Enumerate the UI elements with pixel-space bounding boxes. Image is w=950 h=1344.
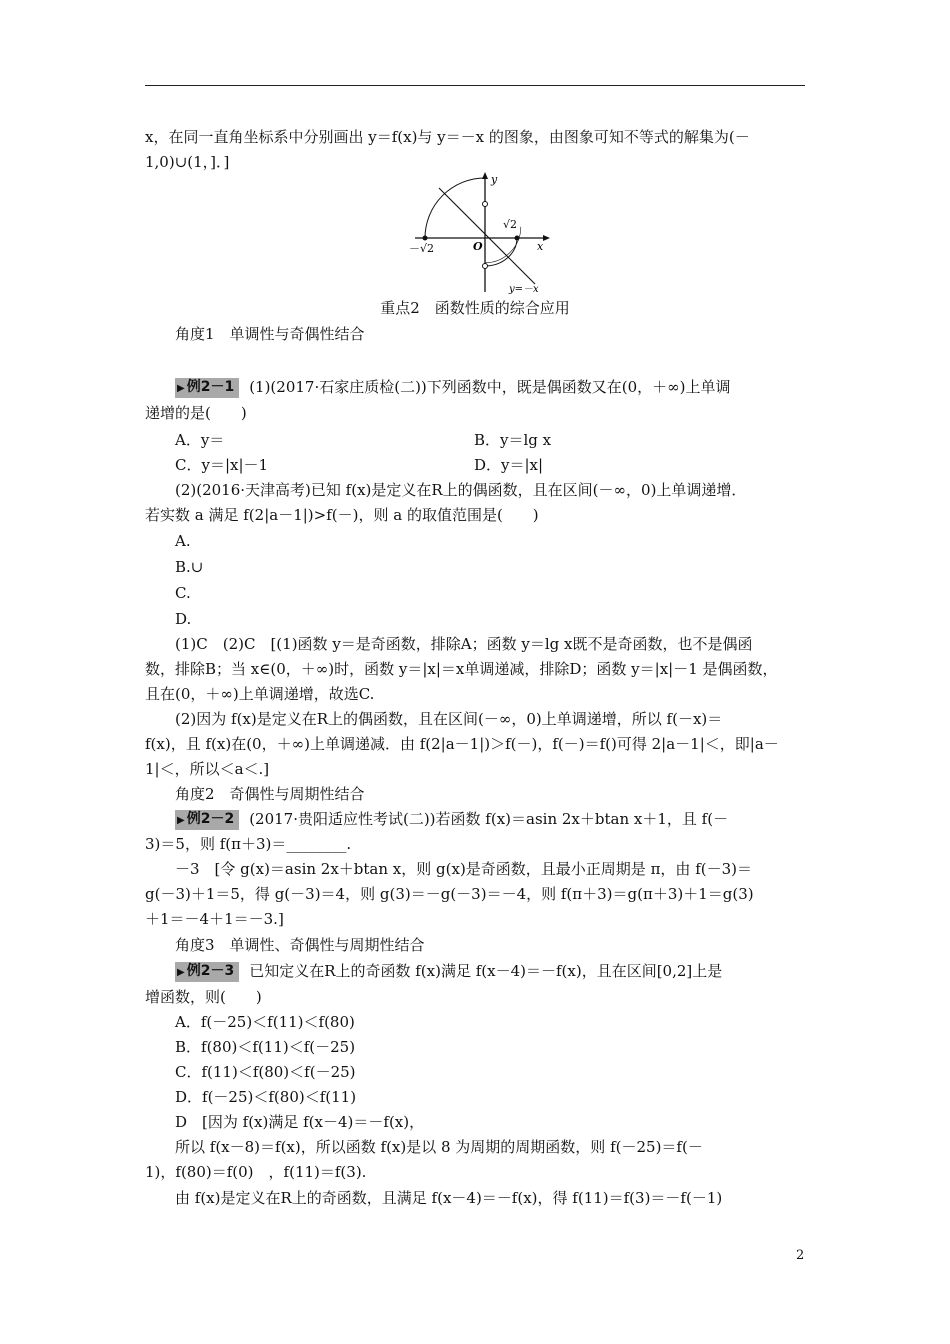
- angle-heading: 角度2 奇偶性与周期性结合: [175, 785, 365, 803]
- origin-label: O: [473, 240, 483, 253]
- page-number: 2: [796, 1248, 805, 1263]
- answer-line: 1|＜，所以＜a＜.]: [145, 760, 270, 778]
- answer-line: －3 [令 g(x)＝asin 2x＋btan x，则 g(x)是奇函数，且最小正周期是 π，由 f(－3)＝: [175, 860, 752, 878]
- option-d: D．y＝|x|: [474, 456, 544, 474]
- answer-line: 1)，f(80)＝f(0) ，f(11)＝f(3).: [145, 1163, 367, 1181]
- option-b: B．f(80)＜f(11)＜f(－25): [175, 1038, 356, 1056]
- answer-line: 且在(0，＋∞)上单调递增，故选C.: [145, 685, 375, 703]
- option-d: D.: [175, 610, 192, 628]
- text-line: 递增的是( ): [145, 404, 247, 422]
- neg-sqrt2-label: －√2: [409, 242, 435, 255]
- example-tag: ▶ 例2－2: [175, 810, 239, 830]
- option-a: A.: [175, 532, 191, 550]
- quarter-arc-upper: [425, 178, 485, 238]
- text-line: 3)＝5，则 f(π＋3)＝________.: [145, 835, 352, 853]
- answer-line: D [因为 f(x)满足 f(x－4)＝－f(x)，: [175, 1113, 425, 1131]
- triangle-icon: ▶: [177, 815, 185, 826]
- option-a: A．y＝: [175, 431, 225, 449]
- answer-line: (1)C (2)C [(1)函数 y＝是奇函数，排除A；函数 y＝lg x既不是奇函数，也不是偶函: [175, 635, 753, 653]
- text-line: 1,0)∪(1，]．]: [145, 153, 230, 171]
- text-line: 若实数 a 满足 f(2|a－1|)>f(－)，则 a 的取值范围是( ): [145, 506, 539, 524]
- option-a: A．f(－25)＜f(11)＜f(80): [175, 1013, 355, 1031]
- angle-heading: 角度3 单调性、奇偶性与周期性结合: [175, 936, 425, 954]
- function-graph-figure: [405, 170, 550, 298]
- answer-line: f(x)，且 f(x)在(0，＋∞)上单调递减．由 f(2|a－1|)＞f(－)，f(－)＝f()可得 2|a－1|＜，即|a－: [145, 735, 779, 753]
- option-c: C．y＝|x|－1: [175, 456, 269, 474]
- angle-heading: 角度1 单调性与奇偶性结合: [175, 325, 365, 343]
- example-tag: ▶ 例2－3: [175, 962, 239, 982]
- answer-line: ＋1＝－4＋1＝－3.]: [145, 910, 284, 928]
- answer-line: g(－3)＋1＝5，得 g(－3)＝4，则 g(3)＝－g(－3)＝－4，则 f(π＋3)＝g(π＋3)＋1＝g(3): [145, 885, 754, 903]
- point-pos: [515, 236, 520, 241]
- option-b: B.∪: [175, 558, 204, 576]
- example-2-1-question: ▶ 例2－1 (1)(2017·石家庄质检(二))下列函数中，既是偶函数又在(0，＋∞)上单调: [177, 378, 731, 396]
- text-line: x，在同一直角坐标系中分别画出 y＝f(x)与 y＝－x 的图象，由图象可知不等式的解集为(－: [145, 128, 750, 146]
- text-line: 增函数，则( ): [145, 988, 262, 1006]
- x-axis-arrow: [543, 235, 550, 241]
- text-line: (2)(2016·天津高考)已知 f(x)是定义在R上的偶函数，且在区间(－∞，0)上单调递增．: [175, 481, 747, 499]
- option-c: C.: [175, 584, 191, 602]
- answer-line: 所以 f(x－8)＝f(x)，所以函数 f(x)是以 8 为周期的周期函数，则 f(－25)＝f(－: [175, 1138, 703, 1156]
- example-tag: ▶ 例2－1: [175, 378, 239, 398]
- answer-line: 由 f(x)是定义在R上的奇函数，且满足 f(x－4)＝－f(x)，得 f(11)＝f(3)＝－f(－1): [175, 1189, 723, 1207]
- option-d: D．f(－25)＜f(80)＜f(11): [175, 1088, 357, 1106]
- section-title: 重点2 函数性质的综合应用: [380, 299, 570, 317]
- line-label: y=－x: [509, 284, 539, 295]
- point-neg: [423, 236, 428, 241]
- x-axis-label: x: [537, 240, 544, 253]
- header-rule: [145, 85, 805, 86]
- open-point-top: [483, 202, 488, 207]
- triangle-icon: ▶: [177, 383, 185, 394]
- option-b: B．y＝lg x: [474, 431, 552, 449]
- y-axis-label: y: [491, 173, 498, 186]
- triangle-icon: ▶: [177, 967, 185, 978]
- pos-sqrt2-label: √2: [503, 218, 518, 231]
- example-2-2-question: ▶ 例2－2 (2017·贵阳适应性考试(二))若函数 f(x)＝asin 2x＋btan x＋1，且 f(－: [177, 810, 729, 828]
- answer-line: 数，排除B；当 x∈(0，＋∞)时，函数 y＝|x|＝x单调递减，排除D；函数 y＝|x|－1 是偶函数，: [145, 660, 778, 678]
- quarter-arc-lower: [485, 227, 521, 263]
- option-c: C．f(11)＜f(80)＜f(－25): [175, 1063, 356, 1081]
- open-point-bottom: [483, 264, 488, 269]
- answer-line: (2)因为 f(x)是定义在R上的偶函数，且在区间(－∞，0)上单调递增，所以 f(－x)＝: [175, 710, 723, 728]
- example-2-3-question: ▶ 例2－3 已知定义在R上的奇函数 f(x)满足 f(x－4)＝－f(x)，且在区间[0,2]上是: [177, 962, 723, 980]
